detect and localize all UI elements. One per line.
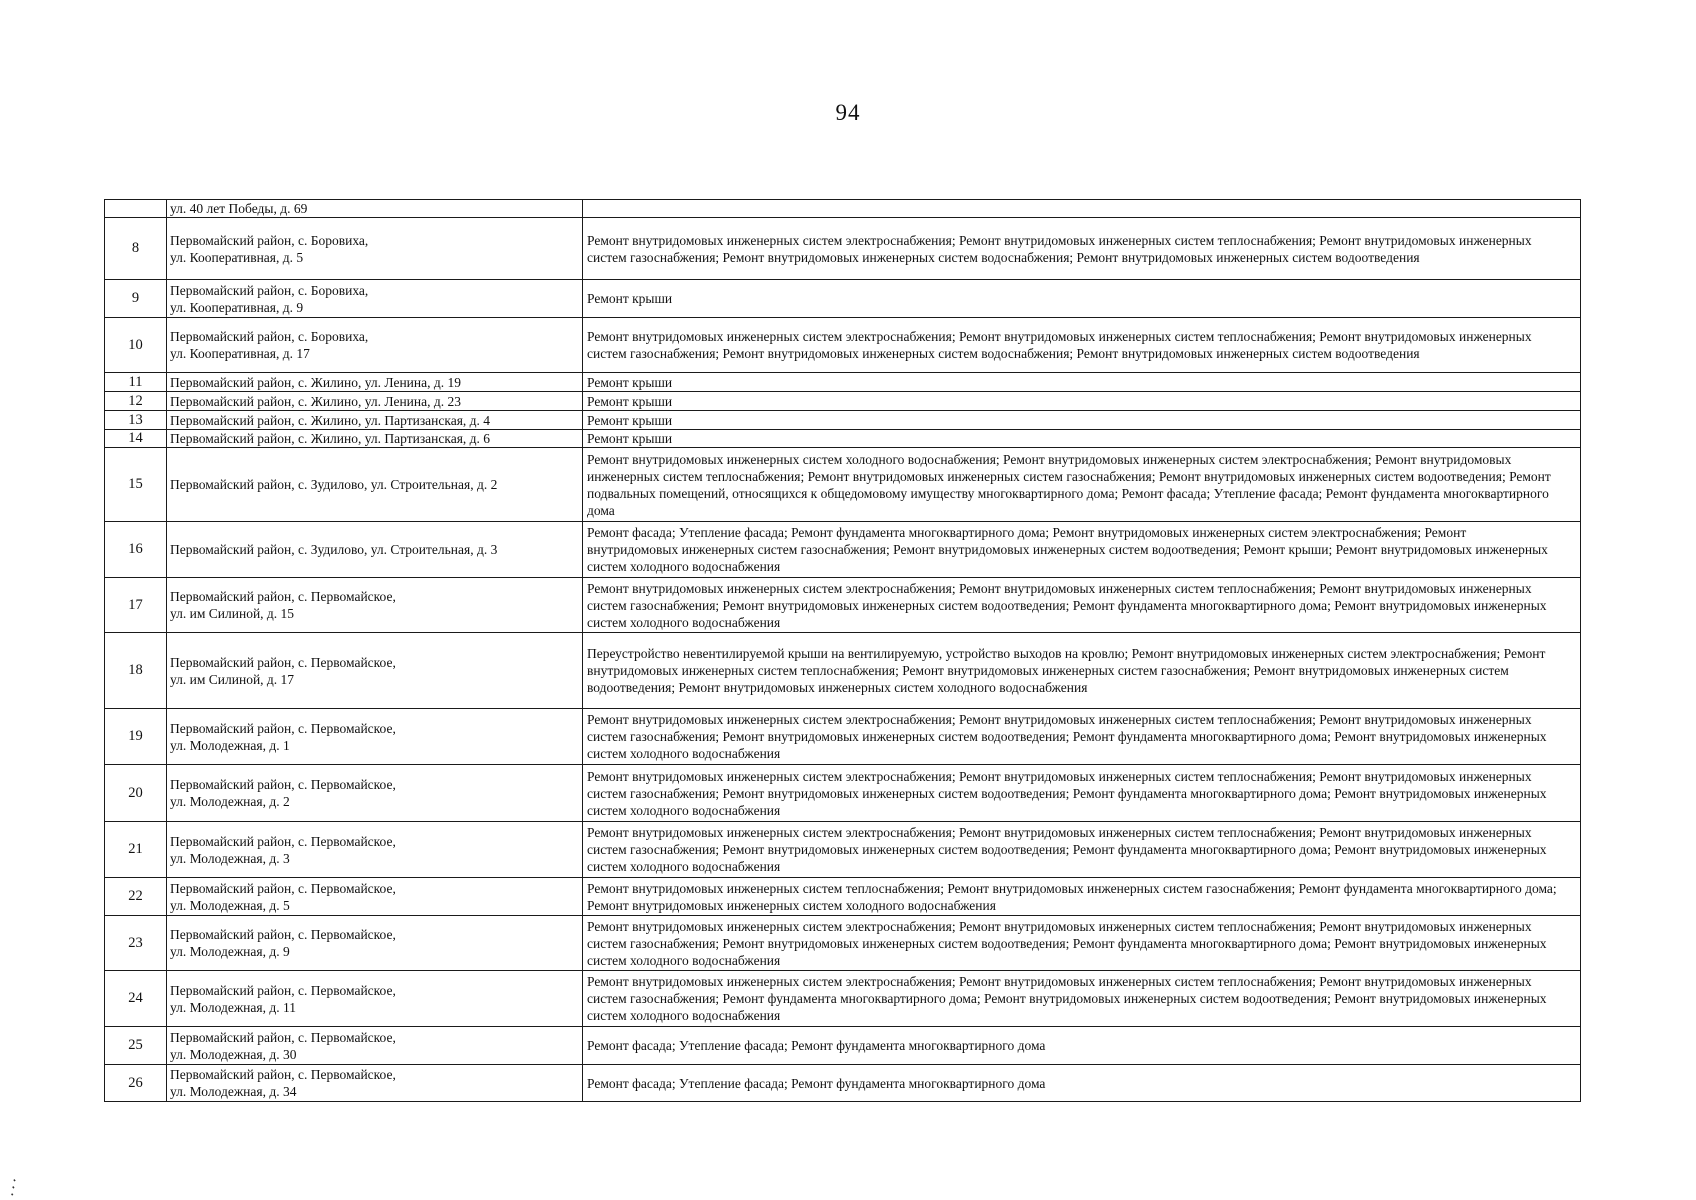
works-cell: Ремонт крыши (583, 373, 1581, 392)
works-cell: Ремонт внутридомовых инженерных систем электроснабжения; Ремонт внутридомовых инженерных систем теплоснабжения; Ремонт внутридомовых инженерных систем газоснабжения; Ремонт внутридомовых инженерных систем водоотведения; Ремонт фундамента многоквартирного дома; Ремонт внутридомовых инженерных систем холодного водоснабжения (583, 709, 1581, 765)
works-cell: Ремонт крыши (583, 430, 1581, 448)
address-cell: Первомайский район, с. Первомайское, ул. им Силиной, д. 15 (167, 578, 583, 633)
works-cell: Ремонт фасада; Утепление фасада; Ремонт фундамента многоквартирного дома; Ремонт внутридомовых инженерных систем электроснабжения; Ремонт внутридомовых инженерных систем газоснабжения; Ремонт внутридомовых инженерных систем водоотведения; Ремонт крыши; Ремонт внутридомовых инженерных систем холодного водоснабжения (583, 522, 1581, 578)
table-row (105, 822, 1581, 878)
address-cell: Первомайский район, с. Жилино, ул. Партизанская, д. 4 (167, 411, 583, 430)
works-cell: Ремонт внутридомовых инженерных систем теплоснабжения; Ремонт внутридомовых инженерных систем газоснабжения; Ремонт фундамента многоквартирного дома; Ремонт внутридомовых инженерных систем холодного водоснабжения (583, 878, 1581, 916)
table-row (105, 633, 1581, 709)
table-row (105, 318, 1581, 373)
row-number-cell (105, 200, 167, 218)
table-row (105, 1027, 1581, 1065)
address-cell: Первомайский район, с. Первомайское, ул. Молодежная, д. 9 (167, 916, 583, 971)
address-cell: Первомайский район, с. Первомайское, ул. Молодежная, д. 34 (167, 1065, 583, 1102)
table-row (105, 411, 1581, 430)
works-cell (583, 200, 1581, 218)
row-number-cell: 24 (105, 971, 167, 1027)
works-cell: Ремонт крыши (583, 411, 1581, 430)
works-cell: Ремонт внутридомовых инженерных систем электроснабжения; Ремонт внутридомовых инженерных систем теплоснабжения; Ремонт внутридомовых инженерных систем газоснабжения; Ремонт внутридомовых инженерных систем водоотведения; Ремонт фундамента многоквартирного дома; Ремонт внутридомовых инженерных систем холодного водоснабжения (583, 765, 1581, 822)
table-row (105, 522, 1581, 578)
works-cell: Ремонт внутридомовых инженерных систем электроснабжения; Ремонт внутридомовых инженерных систем теплоснабжения; Ремонт внутридомовых инженерных систем газоснабжения; Ремонт внутридомовых инженерных систем водоснабжения; Ремонт внутридомовых инженерных систем водоотведения (583, 218, 1581, 280)
row-number-cell: 21 (105, 822, 167, 878)
table-row (105, 280, 1581, 318)
address-cell: ул. 40 лет Победы, д. 69 (167, 200, 583, 218)
row-number-cell: 8 (105, 218, 167, 280)
row-number-cell: 14 (105, 430, 167, 448)
table-row (105, 200, 1581, 218)
works-cell: Ремонт внутридомовых инженерных систем электроснабжения; Ремонт внутридомовых инженерных систем теплоснабжения; Ремонт внутридомовых инженерных систем газоснабжения; Ремонт фундамента многоквартирного дома; Ремонт внутридомовых инженерных систем водоотведения; Ремонт внутридомовых инженерных систем холодного водоснабжения (583, 971, 1581, 1027)
row-number-cell: 23 (105, 916, 167, 971)
works-cell: Ремонт внутридомовых инженерных систем электроснабжения; Ремонт внутридомовых инженерных систем теплоснабжения; Ремонт внутридомовых инженерных систем газоснабжения; Ремонт внутридомовых инженерных систем водоотведения; Ремонт фундамента многоквартирного дома; Ремонт внутридомовых инженерных систем холодного водоснабжения (583, 822, 1581, 878)
row-number-cell: 18 (105, 633, 167, 709)
table-row (105, 765, 1581, 822)
address-cell: Первомайский район, с. Жилино, ул. Партизанская, д. 6 (167, 430, 583, 448)
row-number-cell: 26 (105, 1065, 167, 1102)
works-cell: Переустройство невентилируемой крыши на вентилируемую, устройство выходов на кровлю; Ремонт внутридомовых инженерных систем электроснабжения; Ремонт внутридомовых инженерных систем теплоснабжения; Ремонт внутридомовых инженерных систем газоснабжения; Ремонт внутридомовых инженерных систем водоотведения; Ремонт внутридомовых инженерных систем холодного водоснабжения (583, 633, 1581, 709)
table-row (105, 878, 1581, 916)
works-cell: Ремонт крыши (583, 392, 1581, 411)
address-cell: Первомайский район, с. Зудилово, ул. Строительная, д. 2 (167, 448, 583, 522)
row-number-cell: 10 (105, 318, 167, 373)
table-row (105, 971, 1581, 1027)
row-number-cell: 12 (105, 392, 167, 411)
works-cell: Ремонт фасада; Утепление фасада; Ремонт фундамента многоквартирного дома (583, 1027, 1581, 1065)
address-cell: Первомайский район, с. Первомайское, ул. Молодежная, д. 2 (167, 765, 583, 822)
table-row (105, 373, 1581, 392)
address-cell: Первомайский район, с. Зудилово, ул. Строительная, д. 3 (167, 522, 583, 578)
address-cell: Первомайский район, с. Боровиха, ул. Кооперативная, д. 5 (167, 218, 583, 280)
row-number-cell: 15 (105, 448, 167, 522)
address-cell: Первомайский район, с. Боровиха, ул. Кооперативная, д. 9 (167, 280, 583, 318)
address-cell: Первомайский район, с. Первомайское, ул. Молодежная, д. 30 (167, 1027, 583, 1065)
address-cell: Первомайский район, с. Первомайское, ул. им Силиной, д. 17 (167, 633, 583, 709)
table-body (105, 200, 1581, 1102)
row-number-cell: 16 (105, 522, 167, 578)
row-number-cell: 25 (105, 1027, 167, 1065)
row-number-cell: 22 (105, 878, 167, 916)
row-number-cell: 13 (105, 411, 167, 430)
page-number: 94 (835, 100, 861, 125)
table-row (105, 1065, 1581, 1102)
works-cell: Ремонт крыши (583, 280, 1581, 318)
row-number-cell: 11 (105, 373, 167, 392)
table-row (105, 448, 1581, 522)
table-row (105, 392, 1581, 411)
works-cell: Ремонт фасада; Утепление фасада; Ремонт фундамента многоквартирного дома (583, 1065, 1581, 1102)
table-row (105, 430, 1581, 448)
repair-works-table (104, 199, 1581, 1102)
address-cell: Первомайский район, с. Боровиха, ул. Кооперативная, д. 17 (167, 318, 583, 373)
table-row (105, 916, 1581, 971)
address-cell: Первомайский район, с. Жилино, ул. Ленина, д. 23 (167, 392, 583, 411)
scan-artifact-mark: ⋰ (3, 1177, 25, 1199)
works-cell: Ремонт внутридомовых инженерных систем холодного водоснабжения; Ремонт внутридомовых инженерных систем электроснабжения; Ремонт внутридомовых инженерных систем теплоснабжения; Ремонт внутридомовых инженерных систем газоснабжения; Ремонт внутридомовых инженерных систем водоотведения; Ремонт подвальных помещений, относящихся к общедомовому имуществу многоквартирного дома; Ремонт фасада; Утепление фасада; Ремонт фундамента многоквартирного дома (583, 448, 1581, 522)
address-cell: Первомайский район, с. Первомайское, ул. Молодежная, д. 3 (167, 822, 583, 878)
works-cell: Ремонт внутридомовых инженерных систем электроснабжения; Ремонт внутридомовых инженерных систем теплоснабжения; Ремонт внутридомовых инженерных систем газоснабжения; Ремонт внутридомовых инженерных систем водоотведения; Ремонт фундамента многоквартирного дома; Ремонт внутридомовых инженерных систем холодного водоснабжения (583, 916, 1581, 971)
row-number-cell: 19 (105, 709, 167, 765)
address-cell: Первомайский район, с. Жилино, ул. Ленина, д. 19 (167, 373, 583, 392)
table-row (105, 218, 1581, 280)
row-number-cell: 9 (105, 280, 167, 318)
address-cell: Первомайский район, с. Первомайское, ул. Молодежная, д. 11 (167, 971, 583, 1027)
address-cell: Первомайский район, с. Первомайское, ул. Молодежная, д. 1 (167, 709, 583, 765)
row-number-cell: 17 (105, 578, 167, 633)
works-cell: Ремонт внутридомовых инженерных систем электроснабжения; Ремонт внутридомовых инженерных систем теплоснабжения; Ремонт внутридомовых инженерных систем газоснабжения; Ремонт внутридомовых инженерных систем водоотведения; Ремонт фундамента многоквартирного дома; Ремонт внутридомовых инженерных систем холодного водоснабжения (583, 578, 1581, 633)
works-cell: Ремонт внутридомовых инженерных систем электроснабжения; Ремонт внутридомовых инженерных систем теплоснабжения; Ремонт внутридомовых инженерных систем газоснабжения; Ремонт внутридомовых инженерных систем водоснабжения; Ремонт внутридомовых инженерных систем водоотведения (583, 318, 1581, 373)
row-number-cell: 20 (105, 765, 167, 822)
table-row (105, 578, 1581, 633)
table-row (105, 709, 1581, 765)
address-cell: Первомайский район, с. Первомайское, ул. Молодежная, д. 5 (167, 878, 583, 916)
